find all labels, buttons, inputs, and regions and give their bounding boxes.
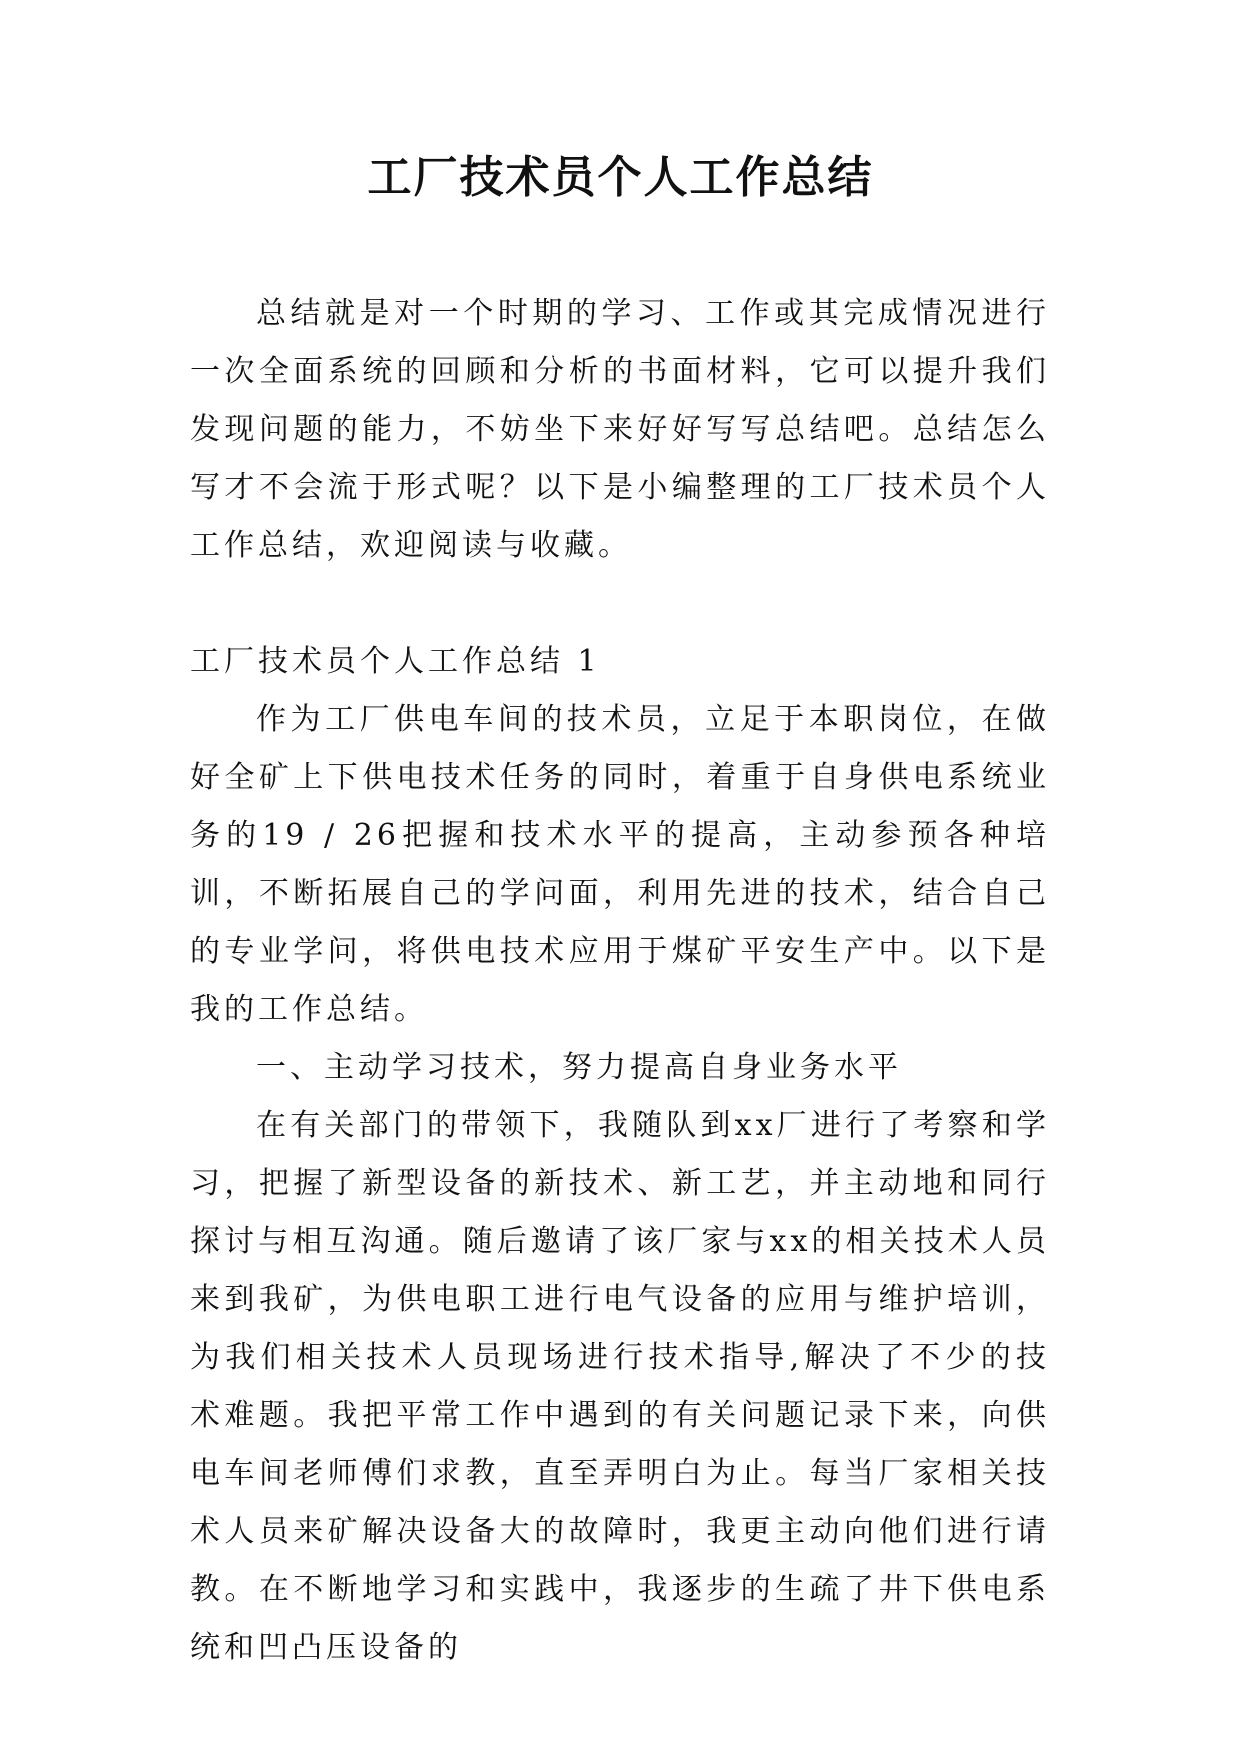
body-paragraph-2: 在有关部门的带领下，我随队到xx厂进行了考察和学习，把握了新型设备的新技术、新工艺，并主动地和同行探讨与相互沟通。随后邀请了该厂家与xx的相关技术人员来到我矿，为供电职工进行电气设备的应用与维护培训，为我们相关技术人员现场进行技术指导,解决了不少的技术难题。我把平常工作中遇到的有关问题记录下来，向供电车间老师傅们求教，直至弄明白为止。每当厂家相关技术人员来矿解决设备大的故障时，我更主动向他们进行请教。在不断地学习和实践中，我逐步的生疏了井下供电系统和凹凸压设备的 [190,1108,1050,1665]
document-body [190,285,1050,1677]
section-heading: 工厂技术员个人工作总结 1 [190,644,601,679]
body-paragraph-1: 作为工厂供电车间的技术员，立足于本职岗位，在做好全矿上下供电技术任务的同时，着重于自身供电系统业务的19 / 26把握和技术水平的提高，主动参预各种培训，不断拓展自己的学问面，利用先进的技术，结合自己的专业学问，将供电技术应用于煤矿平安生产中。以下是我的工作总结。 [190,702,1050,1027]
subheading-1: 一、主动学习技术，努力提高自身业务水平 [256,1050,902,1085]
document-title: 工厂技术员个人工作总结 [367,152,874,203]
intro-paragraph: 总结就是对一个时期的学习、工作或其完成情况进行一次全面系统的回顾和分析的书面材料，它可以提升我们发现问题的能力，不妨坐下来好好写写总结吧。总结怎么写才不会流于形式呢？以下是小编整理的工厂技术员个人工作总结，欢迎阅读与收藏。 [190,296,1050,563]
